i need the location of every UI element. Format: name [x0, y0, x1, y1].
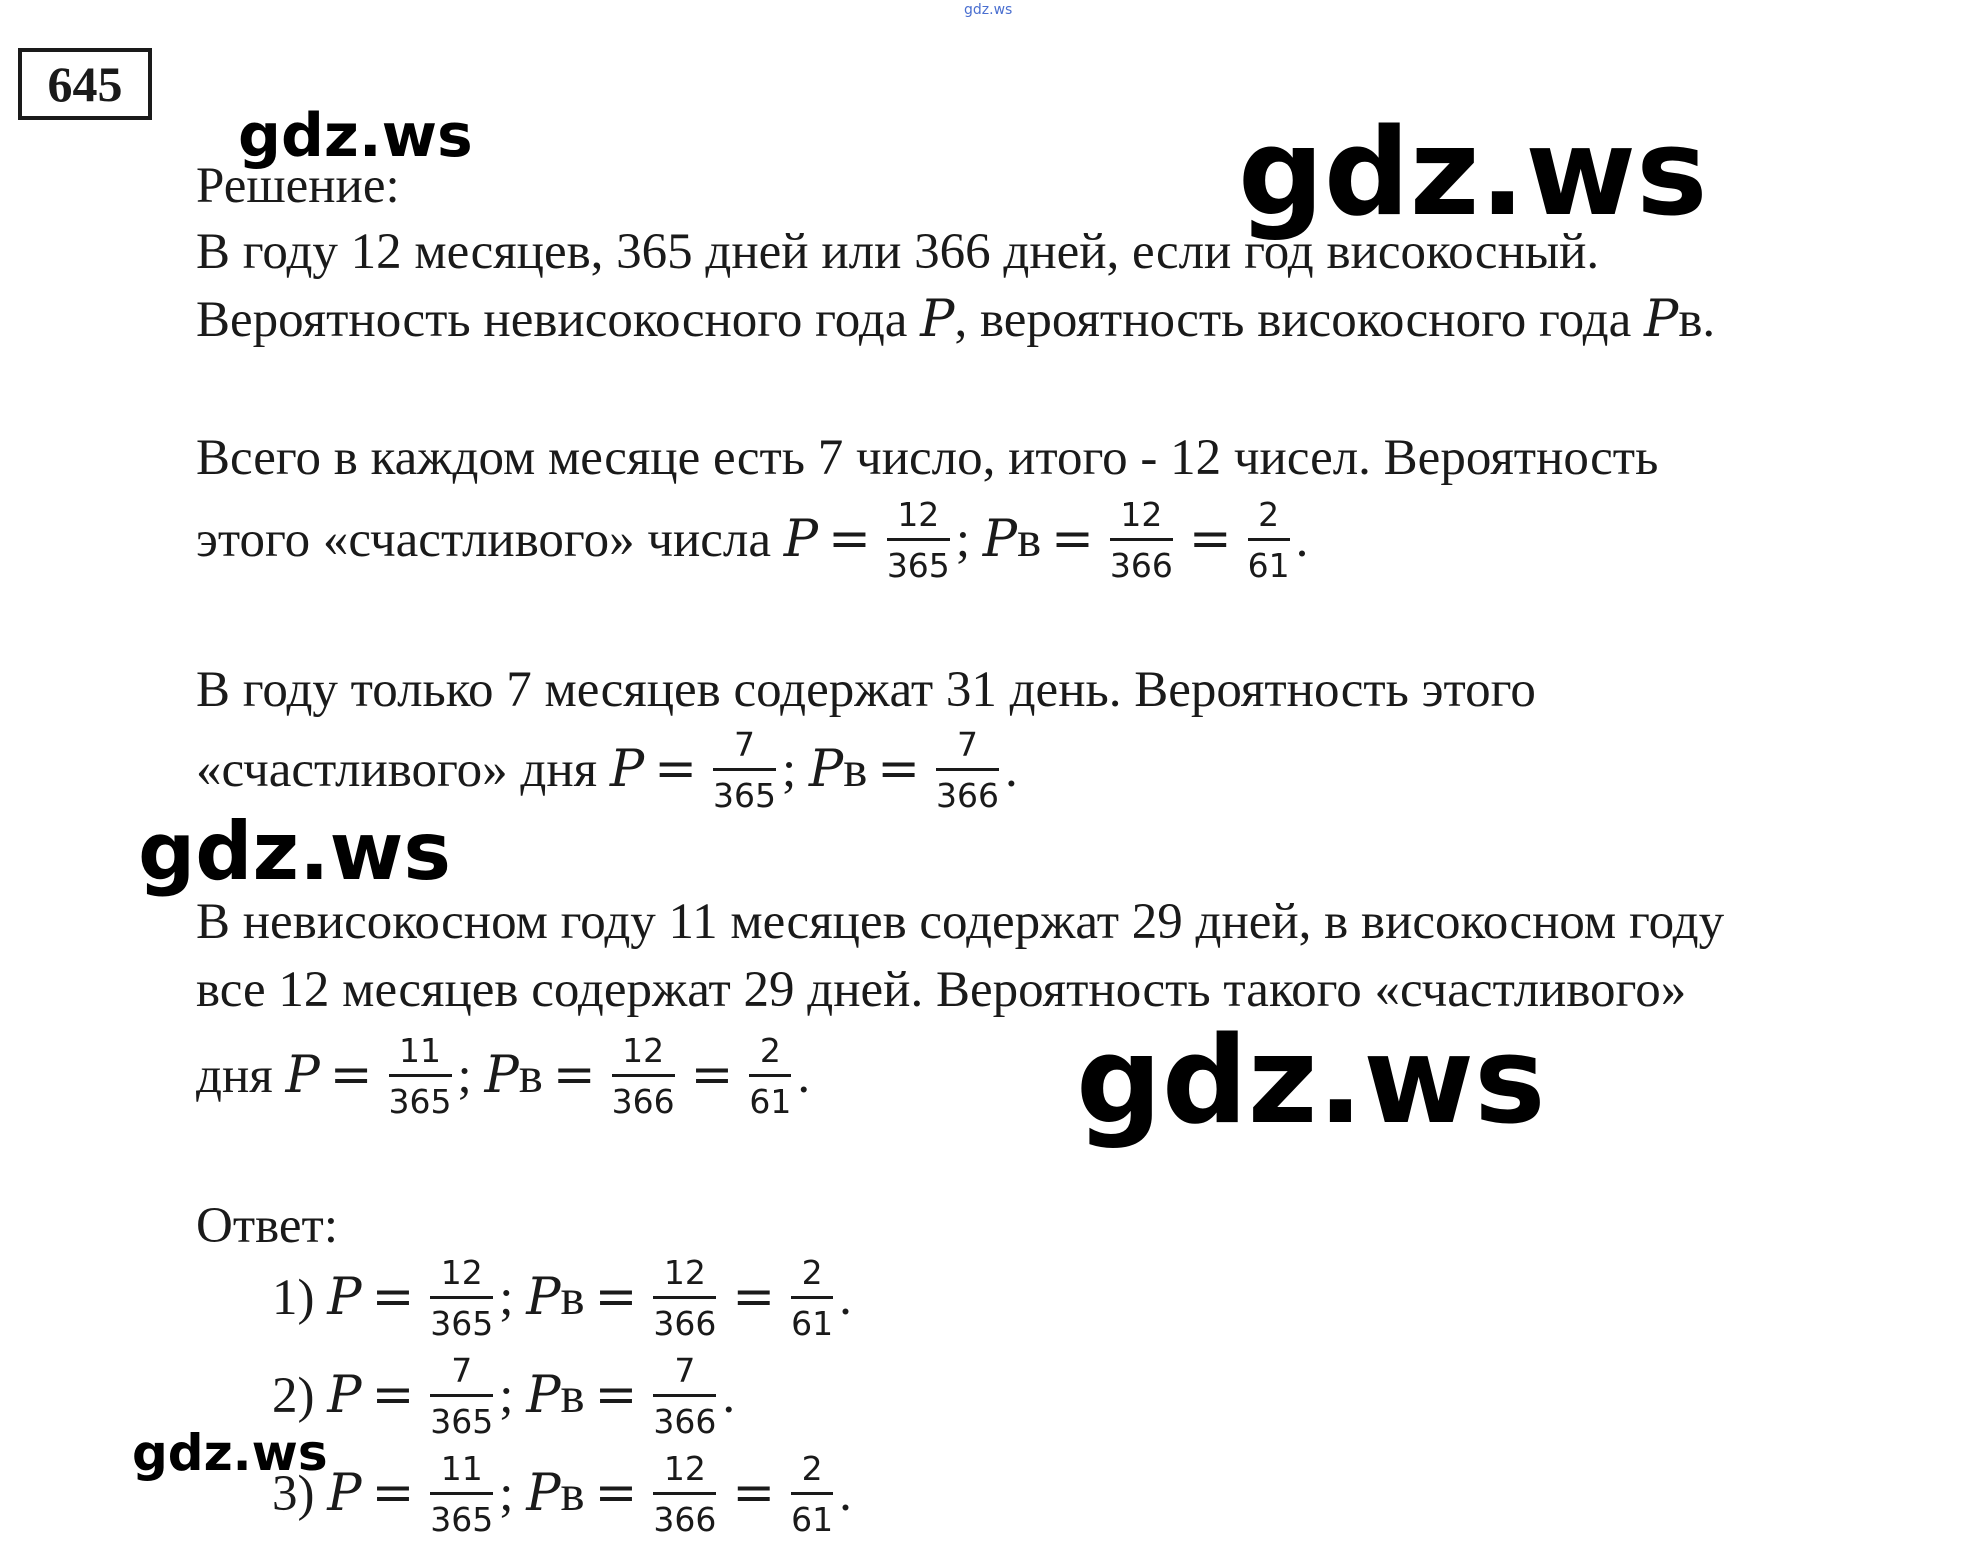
equals-sign: = — [732, 1464, 776, 1524]
answer-3 — [272, 1449, 852, 1543]
equals-sign: = — [690, 1046, 734, 1106]
semicolon: ; — [781, 742, 797, 799]
numerator: 2 — [1258, 495, 1280, 534]
denominator: 61 — [791, 1500, 834, 1539]
text-line-2 — [196, 290, 1715, 350]
equals-sign: = — [371, 1366, 415, 1426]
period: . — [797, 1048, 811, 1105]
equals-sign: = — [732, 1268, 776, 1328]
symbol-p: P — [526, 1366, 561, 1426]
equals-sign: = — [1051, 510, 1094, 570]
symbol-p: P — [285, 1046, 320, 1106]
symbol-p: P — [982, 510, 1018, 570]
text-line-6 — [196, 725, 1018, 819]
denominator: 365 — [430, 1402, 494, 1441]
denominator: 61 — [749, 1082, 792, 1121]
fraction-bar — [791, 1296, 833, 1299]
fraction-12-365 — [887, 496, 950, 585]
symbol-v: в — [1017, 512, 1042, 569]
numerator: 12 — [663, 1449, 706, 1488]
watermark-2: gdz.ws — [1238, 104, 1708, 243]
numerator: 12 — [440, 1253, 483, 1292]
fraction-bar — [1110, 538, 1173, 541]
numerator: 7 — [957, 725, 979, 764]
fraction-bar — [749, 1074, 791, 1077]
symbol-p: P — [327, 1464, 362, 1524]
answer-1 — [272, 1253, 852, 1347]
fraction-12-365 — [430, 1254, 493, 1343]
equals-sign: = — [654, 740, 697, 800]
watermark-4: gdz.ws — [1076, 1012, 1546, 1151]
period: . — [839, 1270, 852, 1327]
denominator: 61 — [791, 1304, 834, 1343]
denominator: 61 — [1247, 546, 1290, 585]
symbol-p: P — [526, 1268, 561, 1328]
semicolon: ; — [499, 1466, 514, 1523]
text-line-8: все 12 месяцев содержат 29 дней. Вероятность такого «счастливого» — [196, 962, 1687, 1018]
answer-label: 1) — [272, 1270, 315, 1327]
fraction-12-366 — [653, 1450, 716, 1539]
equals-sign: = — [1188, 510, 1232, 570]
symbol-p: P — [526, 1464, 561, 1524]
answer-heading: Ответ: — [196, 1198, 338, 1254]
numerator: 7 — [451, 1351, 473, 1390]
fraction-2-61 — [791, 1254, 833, 1343]
denominator: 366 — [1109, 546, 1173, 585]
text-span: «счастливого» дня — [196, 742, 610, 799]
fraction-11-365 — [430, 1450, 493, 1539]
watermark-1: gdz.ws — [238, 101, 473, 171]
fraction-7-366 — [653, 1352, 716, 1441]
numerator: 7 — [733, 725, 755, 764]
text-line-7: В невисокосном году 11 месяцев содержат 29 дней, в високосном году — [196, 894, 1725, 950]
fraction-bar — [713, 768, 776, 771]
symbol-p: P — [783, 510, 819, 570]
numerator: 12 — [897, 495, 940, 534]
fraction-7-365 — [430, 1352, 493, 1441]
symbol-v: в — [560, 1368, 585, 1425]
text-span: , вероятность високосного года — [954, 292, 1644, 348]
problem-number: 645 — [18, 48, 152, 120]
equals-sign: = — [371, 1268, 415, 1328]
symbol-v: в — [1678, 292, 1703, 348]
equals-sign: = — [552, 1046, 596, 1106]
fraction-bar — [1248, 538, 1290, 541]
fraction-bar — [612, 1074, 675, 1077]
symbol-p: P — [484, 1046, 519, 1106]
numerator: 12 — [1120, 495, 1163, 534]
symbol-v: в — [843, 742, 868, 799]
watermark-5: gdz.ws — [132, 1424, 328, 1482]
equals-sign: = — [594, 1464, 638, 1524]
symbol-p: P — [808, 740, 844, 800]
fraction-bar — [430, 1296, 493, 1299]
denominator: 365 — [430, 1304, 494, 1343]
equals-sign: = — [329, 1046, 373, 1106]
fraction-bar — [389, 1074, 452, 1077]
text-line-1: В году 12 месяцев, 365 дней или 366 дней, если год високосный. — [196, 224, 1600, 280]
text-span: дня — [196, 1048, 286, 1105]
numerator: 12 — [663, 1253, 706, 1292]
fraction-12-366 — [653, 1254, 716, 1343]
answer-label: 3) — [272, 1466, 315, 1523]
denominator: 365 — [886, 546, 950, 585]
watermark-3: gdz.ws — [138, 805, 452, 898]
semicolon: ; — [457, 1048, 472, 1105]
equals-sign: = — [877, 740, 921, 800]
symbol-v: в — [518, 1048, 543, 1105]
symbol-p: P — [327, 1268, 362, 1328]
fraction-7-366 — [936, 726, 999, 815]
fraction-bar — [653, 1492, 716, 1495]
denominator: 366 — [653, 1304, 717, 1343]
numerator: 2 — [759, 1031, 781, 1070]
denominator: 365 — [712, 776, 776, 815]
fraction-7-365 — [713, 726, 776, 815]
text-line-9 — [196, 1031, 811, 1125]
text-line-5: В году только 7 месяцев содержат 31 день. Вероятность этого — [196, 662, 1536, 718]
fraction-12-366 — [612, 1032, 675, 1121]
text-line-4 — [196, 495, 1309, 589]
denominator: 365 — [388, 1082, 452, 1121]
solution-heading: Решение: — [196, 158, 400, 214]
fraction-bar — [430, 1492, 493, 1495]
fraction-2-61 — [791, 1450, 833, 1539]
answer-label: 2) — [272, 1368, 315, 1425]
numerator: 11 — [440, 1449, 483, 1488]
fraction-bar — [936, 768, 999, 771]
symbol-p: P — [609, 740, 645, 800]
denominator: 366 — [936, 776, 1000, 815]
top-watermark: gdz.ws — [964, 2, 1013, 18]
numerator: 2 — [801, 1253, 823, 1292]
fraction-11-365 — [389, 1032, 452, 1121]
semicolon: ; — [499, 1270, 514, 1327]
fraction-2-61 — [1248, 496, 1290, 585]
denominator: 365 — [430, 1500, 494, 1539]
period: . — [839, 1466, 852, 1523]
equals-sign: = — [828, 510, 871, 570]
symbol-p: P — [920, 290, 955, 349]
denominator: 366 — [611, 1082, 675, 1121]
fraction-bar — [653, 1296, 716, 1299]
numerator: 2 — [801, 1449, 823, 1488]
period: . — [1295, 512, 1309, 569]
fraction-12-366 — [1110, 496, 1173, 585]
text-span: этого «счастливого» числа — [196, 512, 784, 569]
symbol-p: P — [327, 1366, 362, 1426]
equals-sign: = — [371, 1464, 415, 1524]
fraction-bar — [887, 538, 950, 541]
denominator: 366 — [653, 1500, 717, 1539]
fraction-2-61 — [749, 1032, 791, 1121]
symbol-p: P — [1644, 290, 1679, 349]
text-span: . — [1702, 292, 1716, 348]
equals-sign: = — [594, 1268, 638, 1328]
denominator: 366 — [653, 1402, 717, 1441]
period: . — [722, 1368, 736, 1425]
text-line-3: Всего в каждом месяце есть 7 число, итого - 12 чисел. Вероятность — [196, 430, 1659, 486]
symbol-v: в — [560, 1270, 585, 1327]
period: . — [1005, 742, 1018, 799]
fraction-bar — [791, 1492, 833, 1495]
semicolon: ; — [499, 1368, 514, 1425]
numerator: 11 — [399, 1031, 442, 1070]
fraction-bar — [653, 1394, 716, 1397]
numerator: 7 — [674, 1351, 696, 1390]
fraction-bar — [430, 1394, 493, 1397]
semicolon: ; — [955, 512, 970, 569]
answer-2 — [272, 1351, 736, 1445]
symbol-v: в — [560, 1466, 585, 1523]
text-span: Вероятность невисокосного года — [196, 292, 921, 348]
numerator: 12 — [622, 1031, 665, 1070]
equals-sign: = — [594, 1366, 638, 1426]
